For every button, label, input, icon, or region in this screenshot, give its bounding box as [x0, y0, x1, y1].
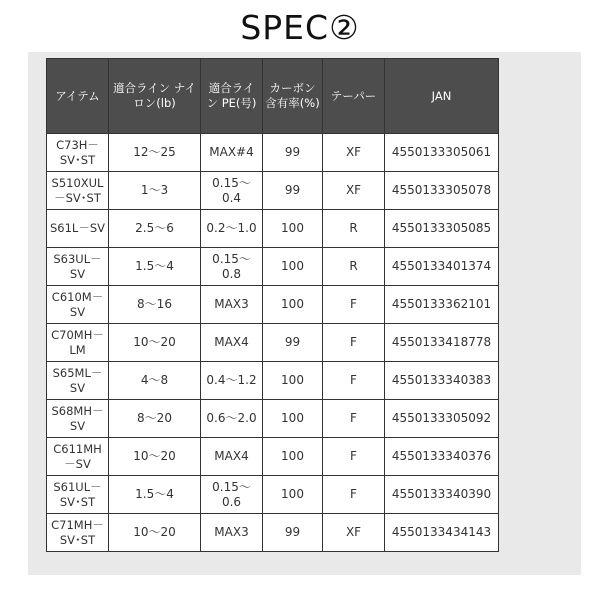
cell-pe: MAX3	[201, 514, 263, 552]
table-row	[47, 210, 499, 248]
table-row	[47, 172, 499, 210]
cell-carbon: 99	[263, 134, 323, 172]
cell-jan: 4550133340376	[385, 438, 499, 476]
cell-taper: F	[323, 324, 385, 362]
cell-item: C71MH－SV･ST	[47, 514, 109, 552]
cell-carbon: 100	[263, 286, 323, 324]
cell-jan: 4550133305085	[385, 210, 499, 248]
cell-item: C73H－SV･ST	[47, 134, 109, 172]
table-row	[47, 286, 499, 324]
cell-nylon: 1.5～4	[109, 248, 201, 286]
cell-jan: 4550133434143	[385, 514, 499, 552]
cell-pe: 0.15～0.4	[201, 172, 263, 210]
table-row	[47, 324, 499, 362]
cell-jan: 4550133305078	[385, 172, 499, 210]
cell-nylon: 10～20	[109, 514, 201, 552]
table-row	[47, 248, 499, 286]
cell-carbon: 100	[263, 362, 323, 400]
cell-item: S61L－SV	[47, 210, 109, 248]
cell-pe: MAX3	[201, 286, 263, 324]
cell-pe: 0.15～0.8	[201, 248, 263, 286]
cell-taper: F	[323, 400, 385, 438]
cell-carbon: 100	[263, 476, 323, 514]
table-row	[47, 476, 499, 514]
header-taper: テーパー	[323, 59, 385, 134]
cell-pe: 0.15～0.6	[201, 476, 263, 514]
cell-taper: F	[323, 438, 385, 476]
cell-taper: R	[323, 248, 385, 286]
cell-jan: 4550133401374	[385, 248, 499, 286]
cell-jan: 4550133305061	[385, 134, 499, 172]
cell-item: S65ML－SV	[47, 362, 109, 400]
cell-item: C611MH－SV	[47, 438, 109, 476]
cell-item: C70MH－LM	[47, 324, 109, 362]
cell-item: C610M－SV	[47, 286, 109, 324]
cell-taper: XF	[323, 172, 385, 210]
cell-pe: MAX#4	[201, 134, 263, 172]
cell-carbon: 100	[263, 400, 323, 438]
table-row	[47, 134, 499, 172]
cell-item: S68MH－SV	[47, 400, 109, 438]
cell-nylon: 1.5～4	[109, 476, 201, 514]
cell-taper: F	[323, 286, 385, 324]
cell-pe: 0.2～1.0	[201, 210, 263, 248]
cell-carbon: 99	[263, 172, 323, 210]
header-nylon: 適合ライン ナイロン(lb)	[109, 59, 201, 134]
cell-jan: 4550133362101	[385, 286, 499, 324]
cell-taper: F	[323, 362, 385, 400]
cell-pe: MAX4	[201, 324, 263, 362]
cell-pe: MAX4	[201, 438, 263, 476]
cell-taper: XF	[323, 134, 385, 172]
cell-pe: 0.4～1.2	[201, 362, 263, 400]
cell-nylon: 4～8	[109, 362, 201, 400]
cell-item: S63UL－SV	[47, 248, 109, 286]
cell-item: S510XUL－SV･ST	[47, 172, 109, 210]
cell-item: S61UL－SV･ST	[47, 476, 109, 514]
table-row	[47, 438, 499, 476]
cell-nylon: 8～16	[109, 286, 201, 324]
cell-nylon: 2.5～6	[109, 210, 201, 248]
page-title: SPEC②	[240, 8, 360, 47]
cell-carbon: 100	[263, 248, 323, 286]
cell-carbon: 100	[263, 210, 323, 248]
cell-taper: R	[323, 210, 385, 248]
table-row	[47, 514, 499, 552]
cell-jan: 4550133305092	[385, 400, 499, 438]
cell-nylon: 10～20	[109, 324, 201, 362]
table-row	[47, 362, 499, 400]
cell-carbon: 100	[263, 438, 323, 476]
header-carbon: カーボン含有率(%)	[263, 59, 323, 134]
cell-taper: XF	[323, 514, 385, 552]
header-item: アイテム	[47, 59, 109, 134]
header-row	[47, 59, 499, 134]
cell-jan: 4550133340383	[385, 362, 499, 400]
cell-nylon: 10～20	[109, 438, 201, 476]
table-row	[47, 400, 499, 438]
cell-carbon: 99	[263, 324, 323, 362]
cell-carbon: 99	[263, 514, 323, 552]
cell-taper: F	[323, 476, 385, 514]
header-jan: JAN	[385, 59, 499, 134]
cell-jan: 4550133418778	[385, 324, 499, 362]
cell-nylon: 1～3	[109, 172, 201, 210]
header-pe: 適合ライン PE(号)	[201, 59, 263, 134]
cell-pe: 0.6～2.0	[201, 400, 263, 438]
spec-table	[46, 58, 499, 552]
cell-jan: 4550133340390	[385, 476, 499, 514]
cell-nylon: 8～20	[109, 400, 201, 438]
cell-nylon: 12～25	[109, 134, 201, 172]
